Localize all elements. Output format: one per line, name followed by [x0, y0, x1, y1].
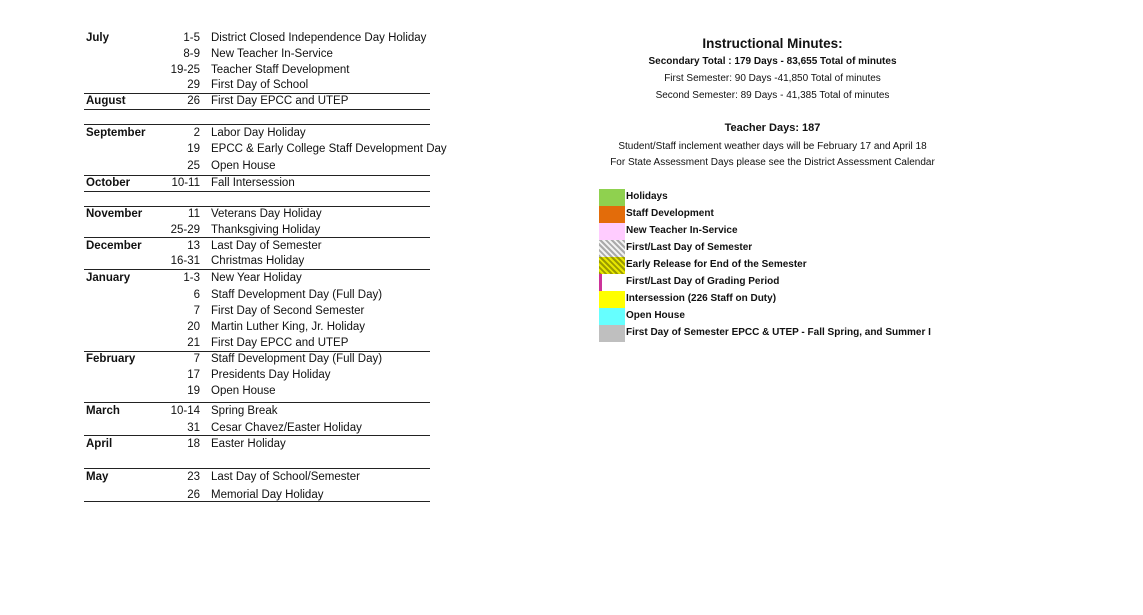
calendar-row	[84, 436, 430, 452]
event-cell: First Day of Second Semester	[211, 305, 365, 317]
epcc-utep-swatch	[599, 325, 625, 342]
divider	[84, 109, 430, 110]
early-release-swatch	[599, 257, 625, 274]
event-cell: EPCC & Early College Staff Development Day	[211, 143, 447, 155]
calendar-row	[84, 367, 430, 383]
intersession-swatch	[599, 291, 625, 308]
event-cell: Last Day of School/Semester	[211, 471, 360, 483]
event-cell: Memorial Day Holiday	[211, 489, 324, 501]
teacher-days: Teacher Days: 187	[724, 122, 821, 134]
date-cell: 1-3	[183, 272, 200, 284]
legend-item	[599, 308, 999, 325]
legend-item	[599, 291, 999, 308]
legend-item	[599, 189, 999, 206]
legend-item	[599, 240, 999, 257]
date-cell: 20	[187, 321, 200, 333]
divider	[84, 124, 430, 125]
event-cell: Thanksgiving Holiday	[211, 224, 321, 236]
event-cell: First Day EPCC and UTEP	[211, 95, 349, 107]
calendar-row	[84, 335, 430, 351]
month-label: August	[86, 95, 126, 107]
calendar-row	[84, 175, 430, 191]
new-teacher-swatch	[599, 223, 625, 240]
calendar-row	[84, 30, 430, 46]
date-cell: 26	[187, 489, 200, 501]
inclement-weather-note: Student/Staff inclement weather days will be February 17 and April 18	[618, 141, 927, 152]
date-cell: 7	[193, 353, 200, 365]
divider	[84, 237, 430, 238]
first-semester: First Semester: 90 Days -41,850 Total of minutes	[664, 73, 881, 84]
calendar-row	[84, 222, 430, 238]
date-cell: 16-31	[170, 255, 200, 267]
divider	[84, 269, 430, 270]
holiday-swatch	[599, 189, 625, 206]
event-cell: Presidents Day Holiday	[211, 369, 331, 381]
month-label: October	[86, 177, 131, 189]
legend-item	[599, 206, 999, 223]
calendar-row	[84, 303, 430, 319]
divider	[84, 402, 430, 403]
event-cell: Cesar Chavez/Easter Holiday	[211, 422, 362, 434]
legend-label: New Teacher In-Service	[626, 225, 738, 236]
date-cell: 23	[187, 471, 200, 483]
event-cell: Open House	[211, 385, 276, 396]
event-cell: New Year Holiday	[211, 272, 302, 284]
legend-label: Holidays	[626, 191, 668, 202]
date-cell: 10-11	[171, 177, 200, 189]
divider	[84, 351, 430, 352]
staff-development-swatch	[599, 206, 625, 223]
calendar-row	[84, 351, 430, 367]
calendar-row	[84, 206, 430, 222]
date-cell: 18	[187, 438, 200, 450]
secondary-total: Secondary Total : 179 Days - 83,655 Total of minutes	[648, 56, 897, 67]
event-cell: First Day of School	[211, 79, 309, 91]
event-cell: Spring Break	[211, 405, 278, 417]
calendar-row	[84, 287, 430, 303]
semester-day-swatch	[599, 240, 625, 257]
grading-period-swatch	[599, 274, 602, 291]
calendar-row	[84, 420, 430, 436]
month-label: March	[86, 405, 120, 417]
event-cell: Veterans Day Holiday	[211, 208, 322, 220]
calendar-row	[84, 62, 430, 78]
month-label: November	[86, 208, 143, 220]
date-cell: 8-9	[183, 48, 200, 60]
legend-label: Early Release for End of the Semester	[626, 259, 807, 270]
calendar-row	[84, 403, 430, 419]
divider	[84, 191, 430, 192]
second-semester: Second Semester: 89 Days - 41,385 Total of minutes	[655, 90, 890, 101]
calendar-row	[84, 238, 430, 254]
event-cell: New Teacher In-Service	[211, 48, 333, 60]
legend-label: Intersession (226 Staff on Duty)	[626, 293, 777, 304]
legend-label: First/Last Day of Semester	[626, 242, 753, 253]
date-cell: 25-29	[170, 224, 200, 236]
calendar-row	[84, 158, 430, 174]
calendar-row	[84, 469, 430, 485]
calendar-row	[84, 125, 430, 141]
date-cell: 29	[187, 79, 200, 91]
legend-item	[599, 223, 999, 240]
event-cell: Martin Luther King, Jr. Holiday	[211, 321, 366, 333]
date-cell: 25	[187, 160, 200, 172]
calendar-row	[84, 383, 430, 396]
assessment-note: For State Assessment Days please see the District Assessment Calendar	[610, 157, 935, 168]
info-title: Instructional Minutes:	[702, 36, 843, 51]
date-cell: 21	[187, 337, 200, 349]
event-cell: Open House	[211, 160, 276, 172]
divider	[84, 93, 430, 94]
legend-item	[599, 257, 999, 274]
calendar-row	[84, 319, 430, 335]
date-cell: 11	[188, 208, 200, 220]
date-cell: 6	[193, 289, 200, 301]
calendar-row	[84, 93, 430, 109]
month-label: September	[86, 127, 146, 139]
date-cell: 10-14	[170, 405, 200, 417]
legend-label: First Day of Semester EPCC & UTEP - Fall Spring, and Summer I	[626, 327, 931, 338]
month-label: April	[86, 438, 113, 450]
divider	[84, 175, 430, 176]
legend-label: Open House	[626, 310, 685, 321]
legend-item	[599, 274, 999, 291]
calendar-row	[84, 77, 430, 93]
date-cell: 13	[187, 240, 200, 252]
event-cell: First Day EPCC and UTEP	[211, 337, 349, 349]
open-house-swatch	[599, 308, 625, 325]
month-label: December	[86, 240, 142, 252]
legend-label: First/Last Day of Grading Period	[626, 276, 780, 287]
date-cell: 1-5	[183, 32, 200, 44]
date-cell: 19-25	[170, 64, 200, 76]
date-cell: 17	[187, 369, 200, 381]
event-cell: Easter Holiday	[211, 438, 286, 450]
date-cell: 7	[193, 305, 200, 317]
legend-label: Staff Development	[626, 208, 714, 219]
month-label: January	[86, 272, 131, 284]
event-cell: Staff Development Day (Full Day)	[211, 353, 383, 365]
divider	[84, 435, 430, 436]
calendar-row	[84, 141, 447, 157]
date-cell: 26	[187, 95, 200, 107]
event-cell: District Closed Independence Day Holiday	[211, 32, 427, 44]
date-cell: 19	[187, 385, 200, 396]
date-cell: 19	[187, 143, 200, 155]
calendar-row	[84, 46, 430, 62]
divider	[84, 501, 430, 502]
event-cell: Last Day of Semester	[211, 240, 322, 252]
divider	[84, 468, 430, 469]
month-label: February	[86, 353, 136, 365]
event-cell: Teacher Staff Development	[211, 64, 350, 76]
calendar-row	[84, 253, 430, 269]
month-label: May	[86, 471, 109, 483]
event-cell: Fall Intersession	[211, 177, 295, 189]
calendar-row	[84, 270, 430, 286]
divider	[84, 206, 430, 207]
legend-item	[599, 325, 999, 342]
event-cell: Labor Day Holiday	[211, 127, 306, 139]
month-label: July	[86, 32, 110, 44]
event-cell: Christmas Holiday	[211, 255, 305, 267]
date-cell: 31	[187, 422, 200, 434]
event-cell: Staff Development Day (Full Day)	[211, 289, 383, 301]
date-cell: 2	[193, 127, 200, 139]
